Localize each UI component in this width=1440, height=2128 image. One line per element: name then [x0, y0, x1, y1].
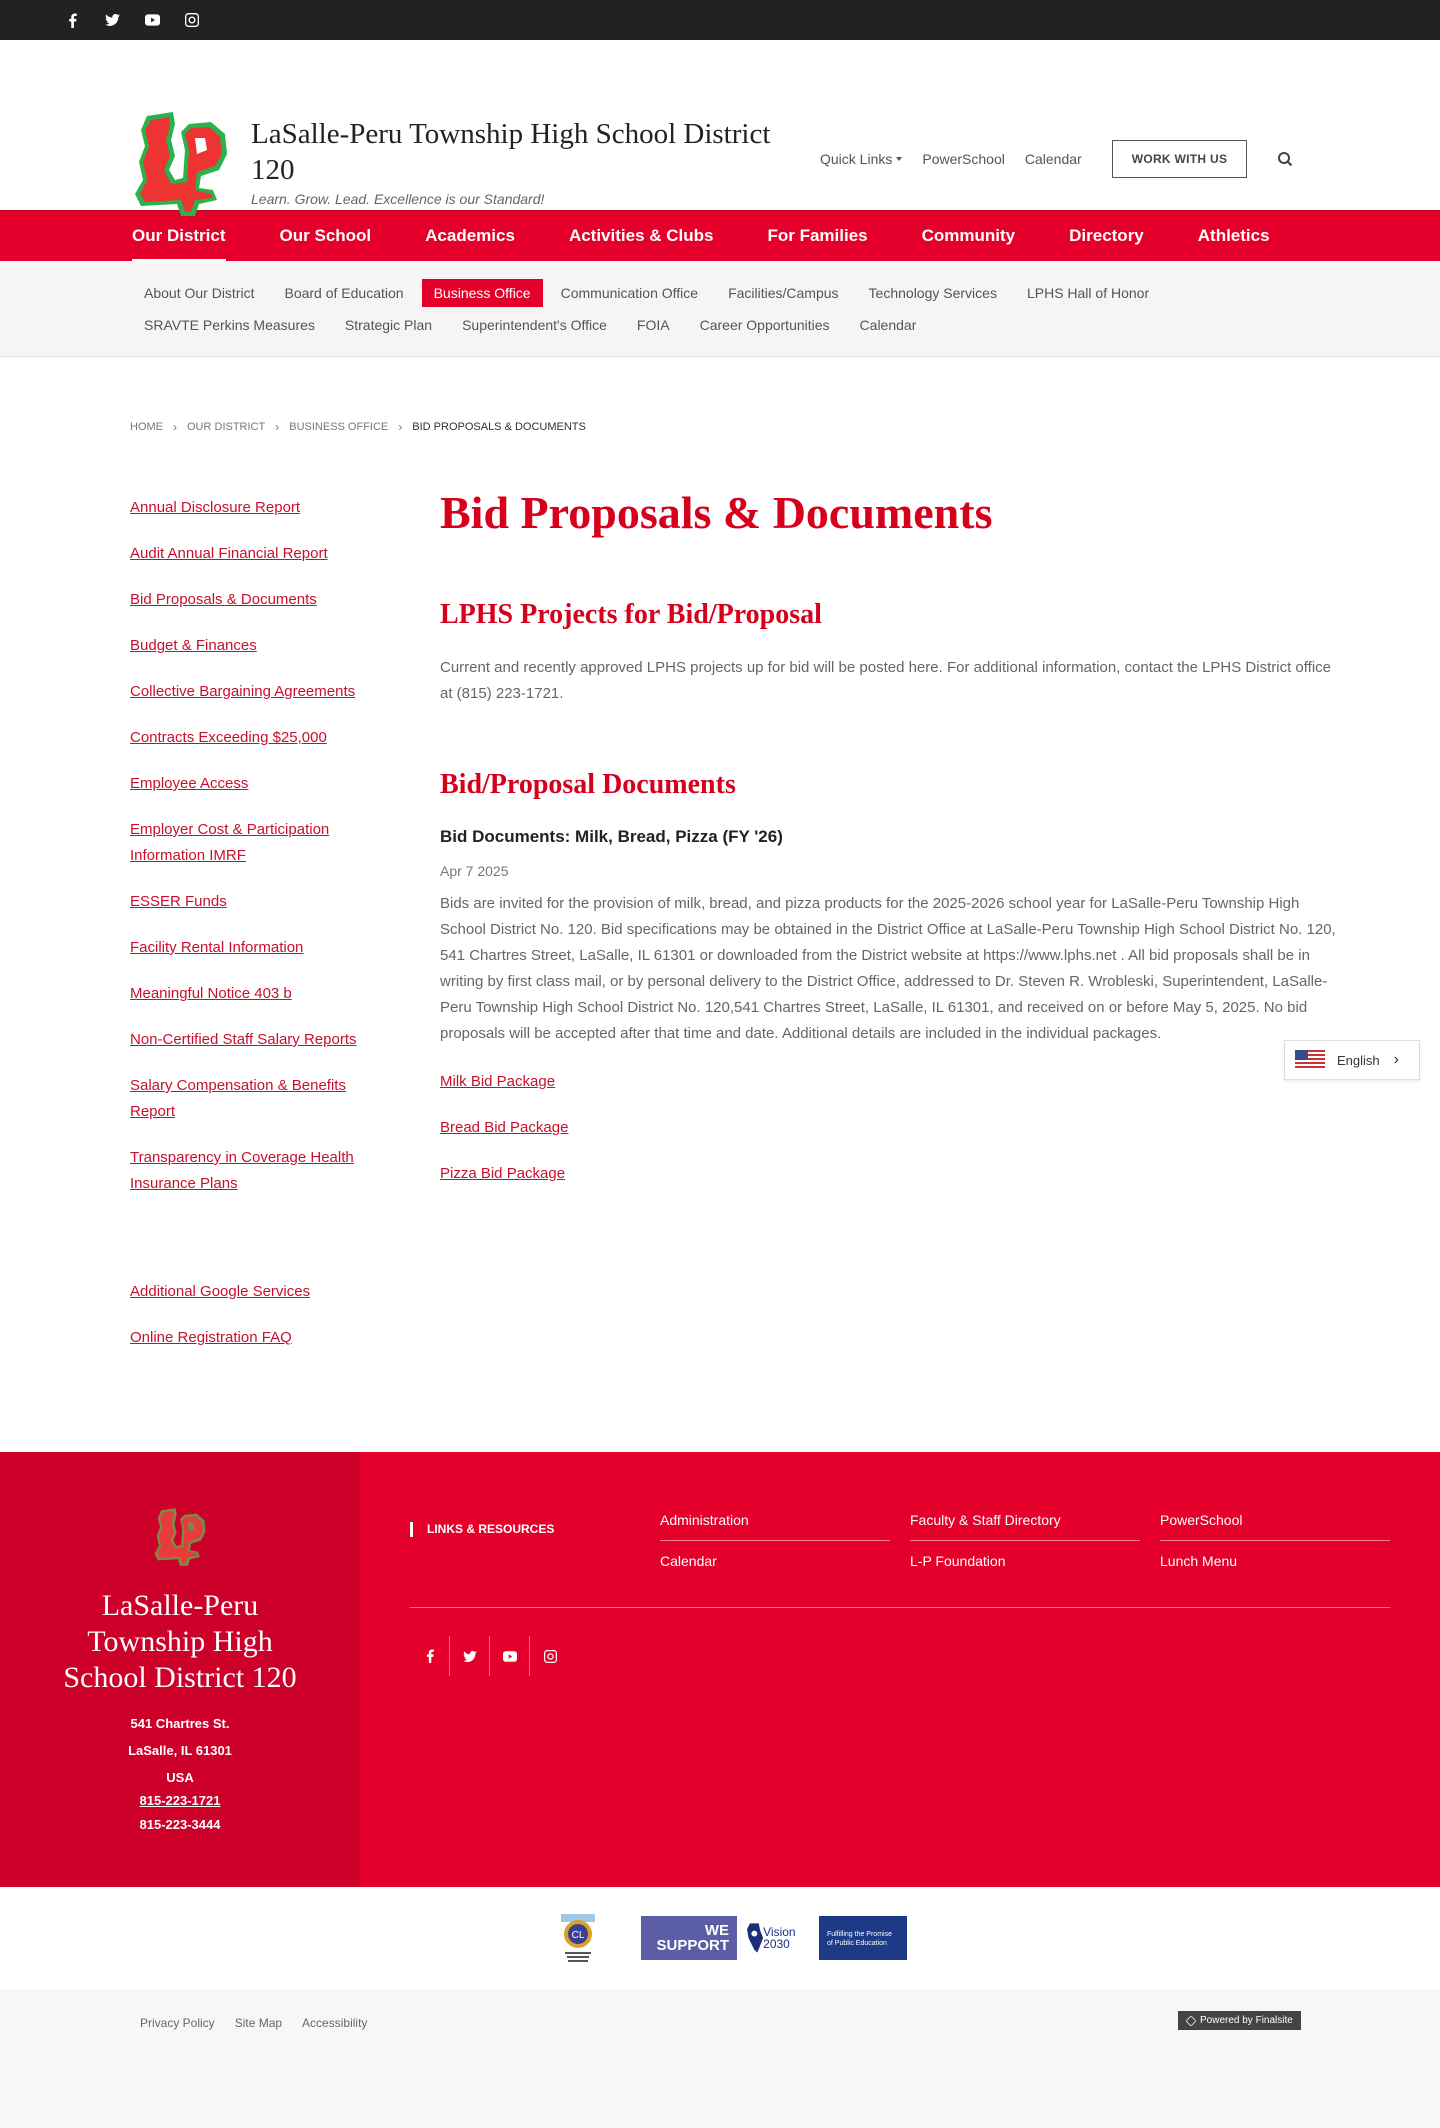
subnav-lphs-hall-of-honor[interactable]: LPHS Hall of Honor: [1026, 285, 1150, 301]
language-selector[interactable]: [1284, 1040, 1420, 1080]
district-logo[interactable]: [133, 110, 229, 218]
pizza-bid-package-link[interactable]: Pizza Bid Package: [440, 1165, 566, 1182]
sidebar-item-collective-bargaining[interactable]: Collective Bargaining Agreements: [130, 683, 356, 700]
main-nav-directory[interactable]: Directory: [1069, 226, 1144, 245]
footer-phone-link[interactable]: 815-223-1721: [139, 1793, 221, 1808]
sidebar-item-budget-finances[interactable]: Budget & Finances: [130, 637, 257, 654]
footer-logo[interactable]: [152, 1507, 208, 1567]
document-body: Bids are invited for the provision of milk, bread, and pizza products for the 2025-2026 school year for LaSalle-Peru Township High School District No. 120. Bid specifications may be obtained in the District Office at LaSalle-Peru Township High School District No. 120, 541 Chartres Street, LaSalle, IL 61301 or downloaded from the District website at https://www.lphs.net . All bid proposals shall be in writing by first class mail, or by personal delivery to the District Office, addressed to Dr. Steven R. Wrobleski, Superintendent, LaSalle-Peru Township High School District No. 120,541 Chartres Street, LaSalle, IL 61301, and received on or before May 5, 2025. No bid proposals will be accepted after that time and date. Additional details are included in the individual packages.: [440, 895, 1336, 1042]
chevron-right-icon: ›: [1393, 1051, 1399, 1068]
milk-bid-package-link[interactable]: Milk Bid Package: [440, 1073, 556, 1090]
main-nav-academics[interactable]: Academics: [425, 226, 515, 245]
main-nav-community[interactable]: Community: [921, 226, 1016, 245]
footer-link-faculty-directory[interactable]: Faculty & Staff Directory: [910, 1500, 1140, 1541]
footer-fax: 815-223-3444: [139, 1817, 221, 1832]
twitter-icon: [105, 14, 120, 26]
quick-links-label: Quick Links: [820, 151, 893, 167]
illinois-map-icon: [747, 1918, 763, 1958]
document-date: Apr 7 2025: [440, 863, 509, 879]
top-social-bar: [0, 0, 1440, 40]
footer-district-name: LaSalle-Peru Township High School District 120: [63, 1589, 297, 1694]
us-flag-icon: [1295, 1050, 1325, 1070]
footer-links-area: [360, 1452, 1440, 1887]
twitter-link[interactable]: [104, 12, 120, 28]
award-badge-logo[interactable]: [553, 1910, 603, 1966]
sidebar-item-google-services[interactable]: Additional Google Services: [130, 1283, 311, 1300]
svg-text:CL: CL: [571, 1930, 585, 1941]
subnav-about-our-district[interactable]: About Our District: [144, 285, 255, 301]
footer-link-powerschool[interactable]: PowerSchool: [1160, 1500, 1390, 1541]
facebook-icon: [426, 1649, 434, 1663]
subnav-facilities-campus[interactable]: Facilities/Campus: [728, 285, 839, 301]
footer-link-administration[interactable]: Administration: [660, 1500, 890, 1541]
utility-nav: [820, 140, 1293, 178]
sidebar-item-employer-cost-imrf[interactable]: Employer Cost & Participation Information IMRF: [130, 821, 330, 864]
breadcrumb: [0, 357, 1440, 447]
footer-twitter-link[interactable]: [450, 1636, 490, 1676]
section-sidebar: [130, 447, 410, 1452]
subnav-sravte-perkins[interactable]: SRAVTE Perkins Measures: [144, 317, 315, 333]
subnav-communication-office[interactable]: Communication Office: [560, 285, 699, 301]
main-content: [440, 447, 1340, 1452]
chevron-right-icon: ›: [173, 420, 177, 434]
youtube-link[interactable]: [144, 12, 160, 28]
vision-label: Vision 2030: [763, 1925, 796, 1951]
sidebar-item-audit-annual[interactable]: Audit Annual Financial Report: [130, 545, 328, 562]
footer-contact: [0, 1452, 360, 1887]
youtube-icon: [503, 1651, 517, 1662]
site-title[interactable]: LaSalle-Peru Township High School District 120: [251, 118, 771, 186]
instagram-icon: [185, 13, 199, 27]
facebook-link[interactable]: [64, 12, 80, 28]
legal-links: [140, 2016, 367, 2030]
sidebar-item-transparency-coverage[interactable]: Transparency in Coverage Health Insurance Plans: [130, 1149, 354, 1192]
subnav-career-opportunities[interactable]: Career Opportunities: [699, 317, 830, 333]
util-link-powerschool[interactable]: PowerSchool: [922, 151, 1005, 167]
subnav-foia[interactable]: FOIA: [636, 317, 670, 333]
privacy-policy-link[interactable]: Privacy Policy: [140, 2016, 215, 2030]
subnav-board-of-education[interactable]: Board of Education: [284, 285, 404, 301]
subnav-technology-services[interactable]: Technology Services: [868, 285, 997, 301]
links-resources-label: LINKS & RESOURCES: [427, 1522, 555, 1536]
sidebar-item-contracts-exceeding[interactable]: Contracts Exceeding $25,000: [130, 729, 327, 746]
main-nav: [0, 210, 1440, 261]
breadcrumb-home[interactable]: HOME: [130, 421, 163, 433]
footer-links-grid: [660, 1500, 1390, 1581]
sidebar-item-bid-proposals[interactable]: Bid Proposals & Documents: [130, 591, 317, 608]
main-nav-our-district[interactable]: Our District: [132, 211, 226, 262]
bottom-bar: [0, 1989, 1440, 2128]
sidebar-item-meaningful-notice[interactable]: Meaningful Notice 403 b: [130, 985, 292, 1002]
main-nav-for-families[interactable]: For Families: [767, 226, 868, 245]
site-footer: [0, 1452, 1440, 1887]
search-icon[interactable]: [1277, 151, 1293, 167]
caret-down-icon: [896, 157, 902, 161]
main-nav-our-school[interactable]: Our School: [279, 226, 372, 245]
work-with-us-button[interactable]: WORK WITH US: [1112, 140, 1248, 178]
chevron-right-icon: ›: [275, 420, 280, 434]
footer-link-lunch-menu[interactable]: Lunch Menu: [1160, 1553, 1238, 1569]
quick-links-dropdown[interactable]: [820, 151, 902, 167]
vision-2030-logo[interactable]: [747, 1916, 809, 1960]
instagram-icon: [544, 1650, 557, 1663]
twitter-icon: [463, 1651, 477, 1662]
footer-address-country: USA: [166, 1770, 194, 1785]
footer-address-city: LaSalle, IL 61301: [128, 1743, 232, 1758]
content-area: [0, 447, 1440, 1452]
sidebar-item-annual-disclosure[interactable]: Annual Disclosure Report: [130, 499, 301, 516]
powered-by-finalsite-badge[interactable]: [1178, 2011, 1301, 2030]
section-heading-documents: Bid/Proposal Documents: [440, 769, 736, 800]
we-support-logo[interactable]: WE SUPPORT: [641, 1916, 737, 1960]
partner-logos: [0, 1887, 1440, 1989]
links-resources-heading: [410, 1500, 660, 1581]
bread-bid-package-link[interactable]: Bread Bid Package: [440, 1119, 569, 1136]
footer-youtube-link[interactable]: [490, 1636, 530, 1676]
heading-bar: [410, 1522, 413, 1537]
sidebar-item-employee-access[interactable]: Employee Access: [130, 775, 249, 792]
footer-divider: [410, 1607, 1390, 1608]
breadcrumb-current: BID PROPOSALS & DOCUMENTS: [412, 421, 586, 433]
footer-address: [0, 1710, 360, 1838]
footer-link-lp-foundation[interactable]: L-P Foundation: [910, 1553, 1006, 1569]
main-nav-activities-clubs[interactable]: Activities & Clubs: [568, 226, 714, 245]
instagram-link[interactable]: [184, 12, 200, 28]
sidebar-item-facility-rental[interactable]: Facility Rental Information: [130, 939, 304, 956]
document-title: Bid Documents: Milk, Bread, Pizza (FY '26): [440, 827, 783, 846]
footer-address-street: 541 Chartres St.: [130, 1716, 230, 1731]
sidebar-item-salary-compensation[interactable]: Salary Compensation & Benefits Report: [130, 1077, 346, 1120]
sidebar-item-esser-funds[interactable]: ESSER Funds: [130, 893, 227, 910]
youtube-icon: [145, 14, 160, 26]
facebook-icon: [68, 13, 77, 28]
chevron-right-icon: ›: [398, 420, 403, 434]
sidebar-item-non-certified-salary[interactable]: Non-Certified Staff Salary Reports: [130, 1031, 357, 1048]
sidebar-spacer: [130, 1217, 410, 1279]
language-label: English: [1337, 1052, 1380, 1068]
public-education-logo[interactable]: Fulfilling the Promise of Public Education: [819, 1916, 907, 1960]
util-link-calendar[interactable]: Calendar: [1024, 151, 1082, 167]
footer-link-calendar[interactable]: Calendar: [660, 1553, 717, 1569]
subnav-strategic-plan[interactable]: Strategic Plan: [344, 317, 433, 333]
subnav-business-office[interactable]: Business Office: [422, 279, 543, 307]
finalsite-icon: [1186, 2016, 1196, 2026]
accessibility-link[interactable]: Accessibility: [302, 2016, 368, 2030]
site-header: [0, 40, 1440, 210]
section-projects-text: Current and recently approved LPHS projects up for bid will be posted here. For additional information, contact the LPHS District office at (815) 223-1721.: [440, 659, 1332, 702]
footer-instagram-link[interactable]: [530, 1636, 570, 1676]
subnav-calendar[interactable]: Calendar: [859, 317, 917, 333]
breadcrumb-business-office[interactable]: BUSINESS OFFICE: [289, 421, 389, 433]
page-title: Bid Proposals & Documents: [440, 487, 993, 538]
footer-social: [410, 1636, 1390, 1676]
powered-by-label: Powered by Finalsite: [1200, 2015, 1293, 2026]
breadcrumb-our-district[interactable]: OUR DISTRICT: [187, 421, 266, 433]
footer-facebook-link[interactable]: [410, 1636, 450, 1676]
site-map-link[interactable]: Site Map: [234, 2016, 283, 2030]
section-heading-projects: LPHS Projects for Bid/Proposal: [440, 599, 822, 630]
sidebar-item-registration-faq[interactable]: Online Registration FAQ: [130, 1329, 292, 1346]
main-nav-athletics[interactable]: Athletics: [1197, 226, 1270, 245]
site-tagline: Learn. Grow. Lead. Excellence is our Standard!: [251, 191, 545, 207]
sub-nav: [0, 261, 1440, 357]
subnav-superintendents-office[interactable]: Superintendent's Office: [462, 317, 607, 333]
